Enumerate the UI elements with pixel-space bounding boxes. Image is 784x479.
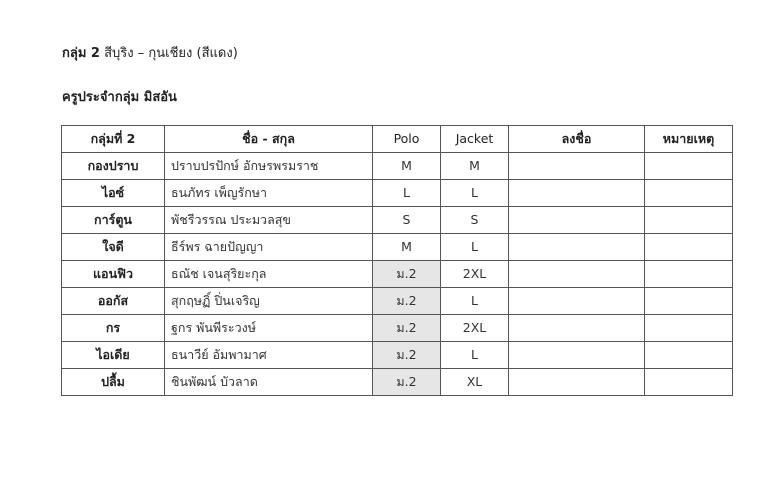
note-cell[interactable] [645,315,733,342]
roster-table [61,125,733,396]
table-body [62,153,733,396]
teacher-line: ครูประจำกลุ่ม มิสอัน [62,90,177,105]
polo-size-cell: ม.2 [373,342,441,369]
polo-size-cell: ม.2 [373,261,441,288]
table-row [62,342,733,369]
signature-cell[interactable] [509,288,645,315]
nickname-cell: ไอซ์ [62,180,165,207]
polo-size-cell: S [373,207,441,234]
nickname-cell: ออกัส [62,288,165,315]
group-label: กลุ่ม 2 [62,46,100,61]
column-header-signature: ลงชื่อ [509,126,645,153]
polo-size-cell: M [373,234,441,261]
note-cell[interactable] [645,288,733,315]
table-row [62,315,733,342]
column-header-note: หมายเหตุ [645,126,733,153]
polo-size-cell: ม.2 [373,315,441,342]
jacket-size-cell: 2XL [441,315,509,342]
fullname-cell: ฐกร พันพีระวงษ์ [165,315,373,342]
polo-size-cell: L [373,180,441,207]
signature-cell[interactable] [509,180,645,207]
jacket-size-cell: L [441,180,509,207]
nickname-cell: ไอเดีย [62,342,165,369]
nickname-cell: ปลื้ม [62,369,165,396]
table-header-row [62,126,733,153]
note-cell[interactable] [645,207,733,234]
polo-size-cell: ม.2 [373,288,441,315]
signature-cell[interactable] [509,315,645,342]
table-row [62,369,733,396]
nickname-cell: การ์ตูน [62,207,165,234]
table-row [62,180,733,207]
fullname-cell: สุกฤษฏิ์ ปิ่นเจริญ [165,288,373,315]
fullname-cell: ปราบปรปักษ์ อักษรพรมราช [165,153,373,180]
table-row [62,153,733,180]
fullname-cell: ธนภัทร เพ็ญรักษา [165,180,373,207]
fullname-cell: ธณัช เจนสุริยะกุล [165,261,373,288]
note-cell[interactable] [645,234,733,261]
column-header-jacket: Jacket [441,126,509,153]
table-row [62,234,733,261]
nickname-cell: กร [62,315,165,342]
note-cell[interactable] [645,180,733,207]
signature-cell[interactable] [509,342,645,369]
note-cell[interactable] [645,261,733,288]
note-cell[interactable] [645,342,733,369]
group-title [62,44,238,64]
jacket-size-cell: S [441,207,509,234]
note-cell[interactable] [645,369,733,396]
polo-size-cell: ม.2 [373,369,441,396]
fullname-cell: ธนาวีย์ อัมพามาศ [165,342,373,369]
nickname-cell: ใจดี [62,234,165,261]
nickname-cell: แอนฟิว [62,261,165,288]
table-row [62,261,733,288]
polo-size-cell: M [373,153,441,180]
fullname-cell: ธีร์พร ฉายปัญญา [165,234,373,261]
fullname-cell: พัชรีวรรณ ประมวลสุข [165,207,373,234]
jacket-size-cell: L [441,234,509,261]
nickname-cell: กองปราบ [62,153,165,180]
signature-cell[interactable] [509,234,645,261]
signature-cell[interactable] [509,369,645,396]
jacket-size-cell: L [441,342,509,369]
jacket-size-cell: L [441,288,509,315]
jacket-size-cell: XL [441,369,509,396]
signature-cell[interactable] [509,261,645,288]
group-detail: สีบุริง – กุนเชียง (สีแดง) [104,46,238,61]
signature-cell[interactable] [509,207,645,234]
column-header-name: ชื่อ - สกุล [165,126,373,153]
signature-cell[interactable] [509,153,645,180]
column-header-polo: Polo [373,126,441,153]
column-header-group: กลุ่มที่ 2 [62,126,165,153]
table-row [62,288,733,315]
note-cell[interactable] [645,153,733,180]
jacket-size-cell: M [441,153,509,180]
jacket-size-cell: 2XL [441,261,509,288]
table-row [62,207,733,234]
fullname-cell: ชินพัฒน์ บัวลาด [165,369,373,396]
